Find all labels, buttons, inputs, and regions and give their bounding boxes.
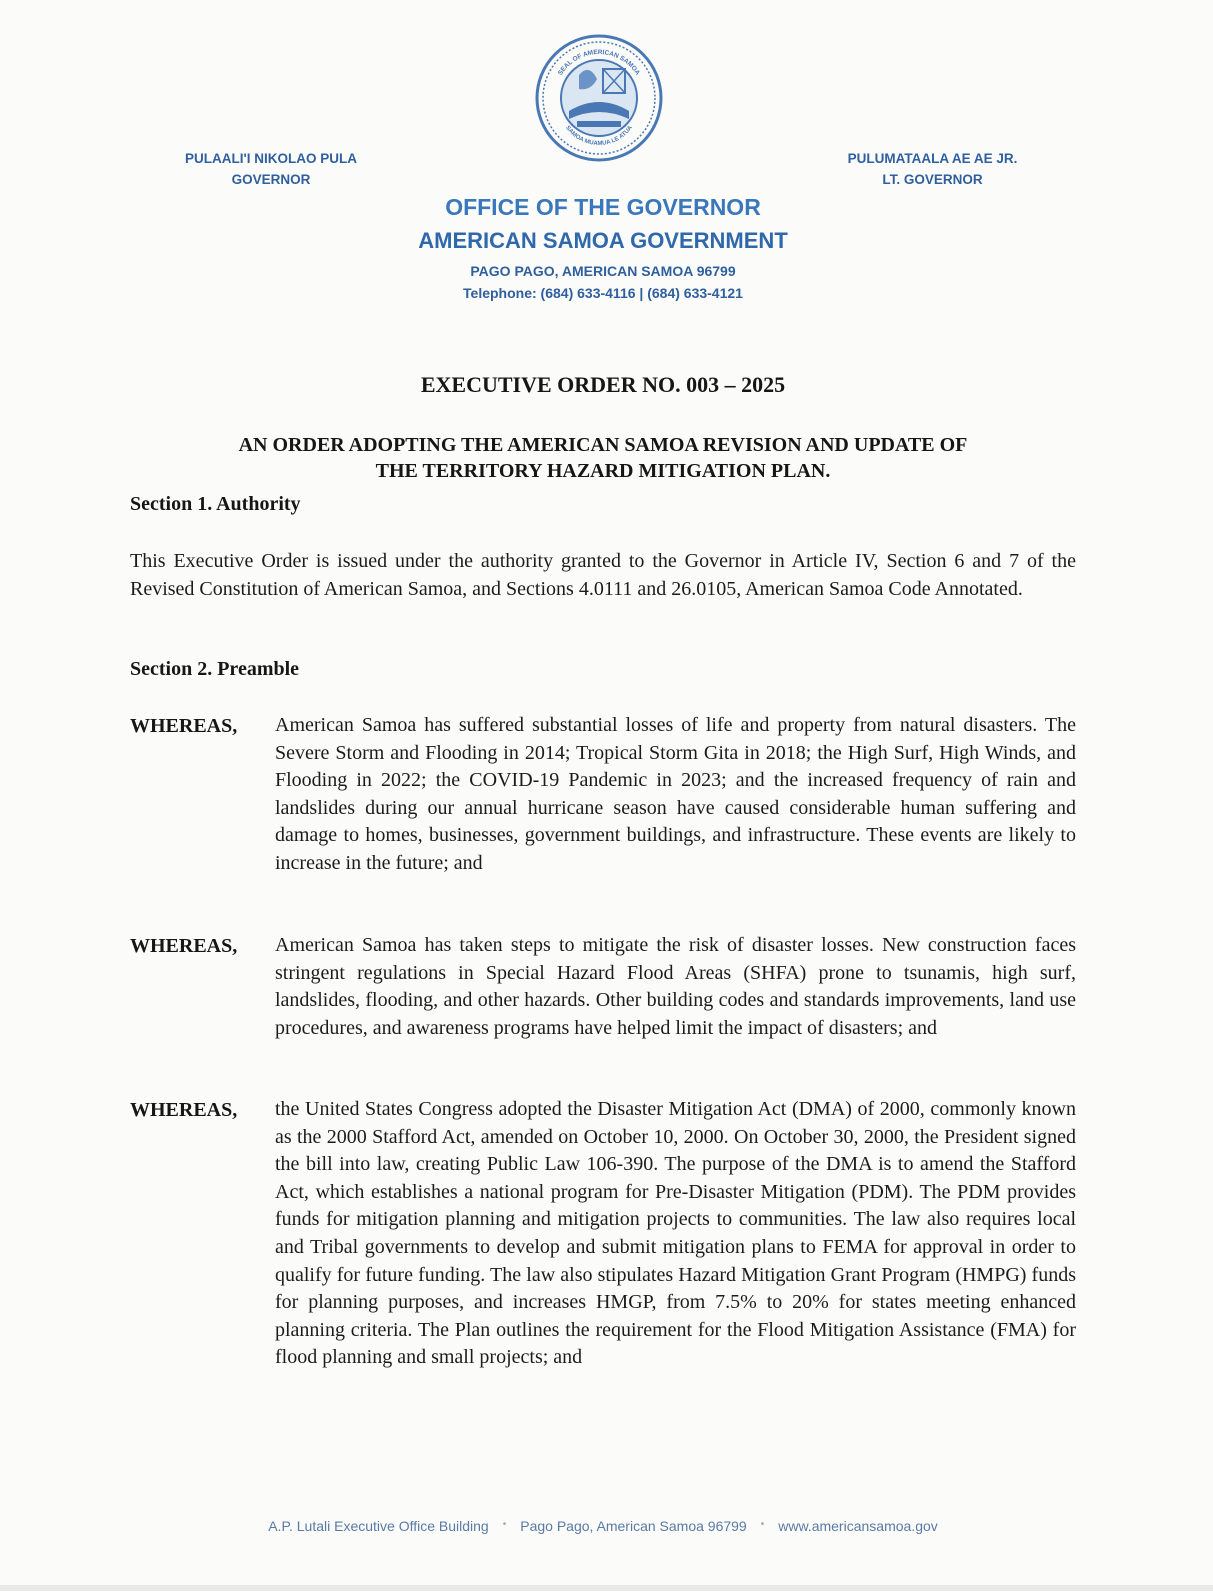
whereas-text: American Samoa has suffered substantial losses of life and property from natural disasters. The Severe Storm and Flooding in 2014; Tropical Storm Gita in 2018; the High Surf, High Winds, and Flooding in 2022; the COVID-19 Pandemic in 2023; and the increased frequency of rain and landslides during our annual hurricane season have caused considerable human suffering and damage to homes, businesses, government buildings, and infrastructure. These events are likely to increase in the future; and <box>275 714 1076 874</box>
governor-title: GOVERNOR <box>231 172 311 187</box>
office-telephone: Telephone: (684) 633-4116 | (684) 633-4121 <box>463 285 743 301</box>
american-samoa-seal-icon <box>533 33 665 163</box>
whereas-clause-3 <box>130 1096 1076 1372</box>
section-1-text: This Executive Order is issued under the authority granted to the Governor in Article IV, Section 6 and 7 of the Revised Constitution of American Samoa, and Sections 4.0111 and 26.0105, American Samoa Code Annotated. <box>130 550 1076 600</box>
whereas-label: WHEREAS, <box>130 1099 238 1121</box>
document-subtitle <box>130 432 1076 484</box>
lt-governor-block <box>820 148 1045 190</box>
section-2-heading: Section 2. Preamble <box>130 658 300 680</box>
footer-separator-dot-icon: • <box>760 1519 765 1530</box>
svg-text:SEAL OF AMERICAN SAMOA: SEAL OF AMERICAN SAMOA <box>556 48 642 77</box>
office-name: OFFICE OF THE GOVERNOR <box>445 194 761 220</box>
whereas-clause-2 <box>130 932 1076 1042</box>
page-footer <box>130 1518 1076 1534</box>
subtitle-line-2: THE TERRITORY HAZARD MITIGATION PLAN. <box>375 460 831 482</box>
subtitle-line-1: AN ORDER ADOPTING THE AMERICAN SAMOA REVISION AND UPDATE OF <box>238 434 968 456</box>
whereas-label: WHEREAS, <box>130 715 238 737</box>
lt-governor-title: LT. GOVERNOR <box>882 172 983 187</box>
section-1-heading: Section 1. Authority <box>130 493 301 515</box>
governor-name: PULAALI'I NIKOLAO PULA <box>185 151 357 166</box>
whereas-label: WHEREAS, <box>130 935 238 957</box>
footer-building: A.P. Lutali Executive Office Building <box>268 1518 489 1534</box>
lt-governor-name: PULUMATAALA AE AE JR. <box>847 151 1018 166</box>
letterhead <box>300 190 906 304</box>
document-title: EXECUTIVE ORDER NO. 003 – 2025 <box>420 372 786 397</box>
footer-separator-dot-icon: • <box>502 1519 507 1530</box>
footer-city: Pago Pago, American Samoa 96799 <box>520 1518 747 1534</box>
office-address: PAGO PAGO, AMERICAN SAMOA 96799 <box>470 263 736 279</box>
whereas-text: the United States Congress adopted the Disaster Mitigation Act (DMA) of 2000, commonly known as the 2000 Stafford Act, amended on October 10, 2000. On October 30, 2000, the President signed the bill into law, creating Public Law 106-390. The purpose of the DMA is to amend the Stafford Act, which establishes a national program for Pre-Disaster Mitigation (PDM). The PDM provides funds for mitigation planning and mitigation projects to communities. The law also requires local and Tribal governments to develop and submit mitigation plans to FEMA for approval in order to qualify for future funding. The law also stipulates Hazard Mitigation Grant Program (HMPG) funds for planning purposes, and increases HMGP, from 7.5% to 20% for states meeting enhanced planning criteria. The Plan outlines the requirement for the Flood Mitigation Assistance (FMA) for flood planning and small projects; and <box>275 1098 1076 1369</box>
footer-website[interactable]: www.americansamoa.gov <box>778 1518 938 1534</box>
whereas-clause-1 <box>130 712 1076 878</box>
svg-text:SAMOA MUAMUA LE ATUA: SAMOA MUAMUA LE ATUA <box>564 124 634 148</box>
governor-block <box>160 148 382 190</box>
government-name: AMERICAN SAMOA GOVERNMENT <box>418 228 788 253</box>
whereas-text: American Samoa has taken steps to mitigate the risk of disaster losses. New construction faces stringent regulations in Special Hazard Flood Areas (SHFA) prone to tsunamis, high surf, landslides, flooding, and other hazards. Other building codes and standards improvements, land use procedures, and awareness programs have helped limit the impact of disasters; and <box>275 934 1076 1039</box>
